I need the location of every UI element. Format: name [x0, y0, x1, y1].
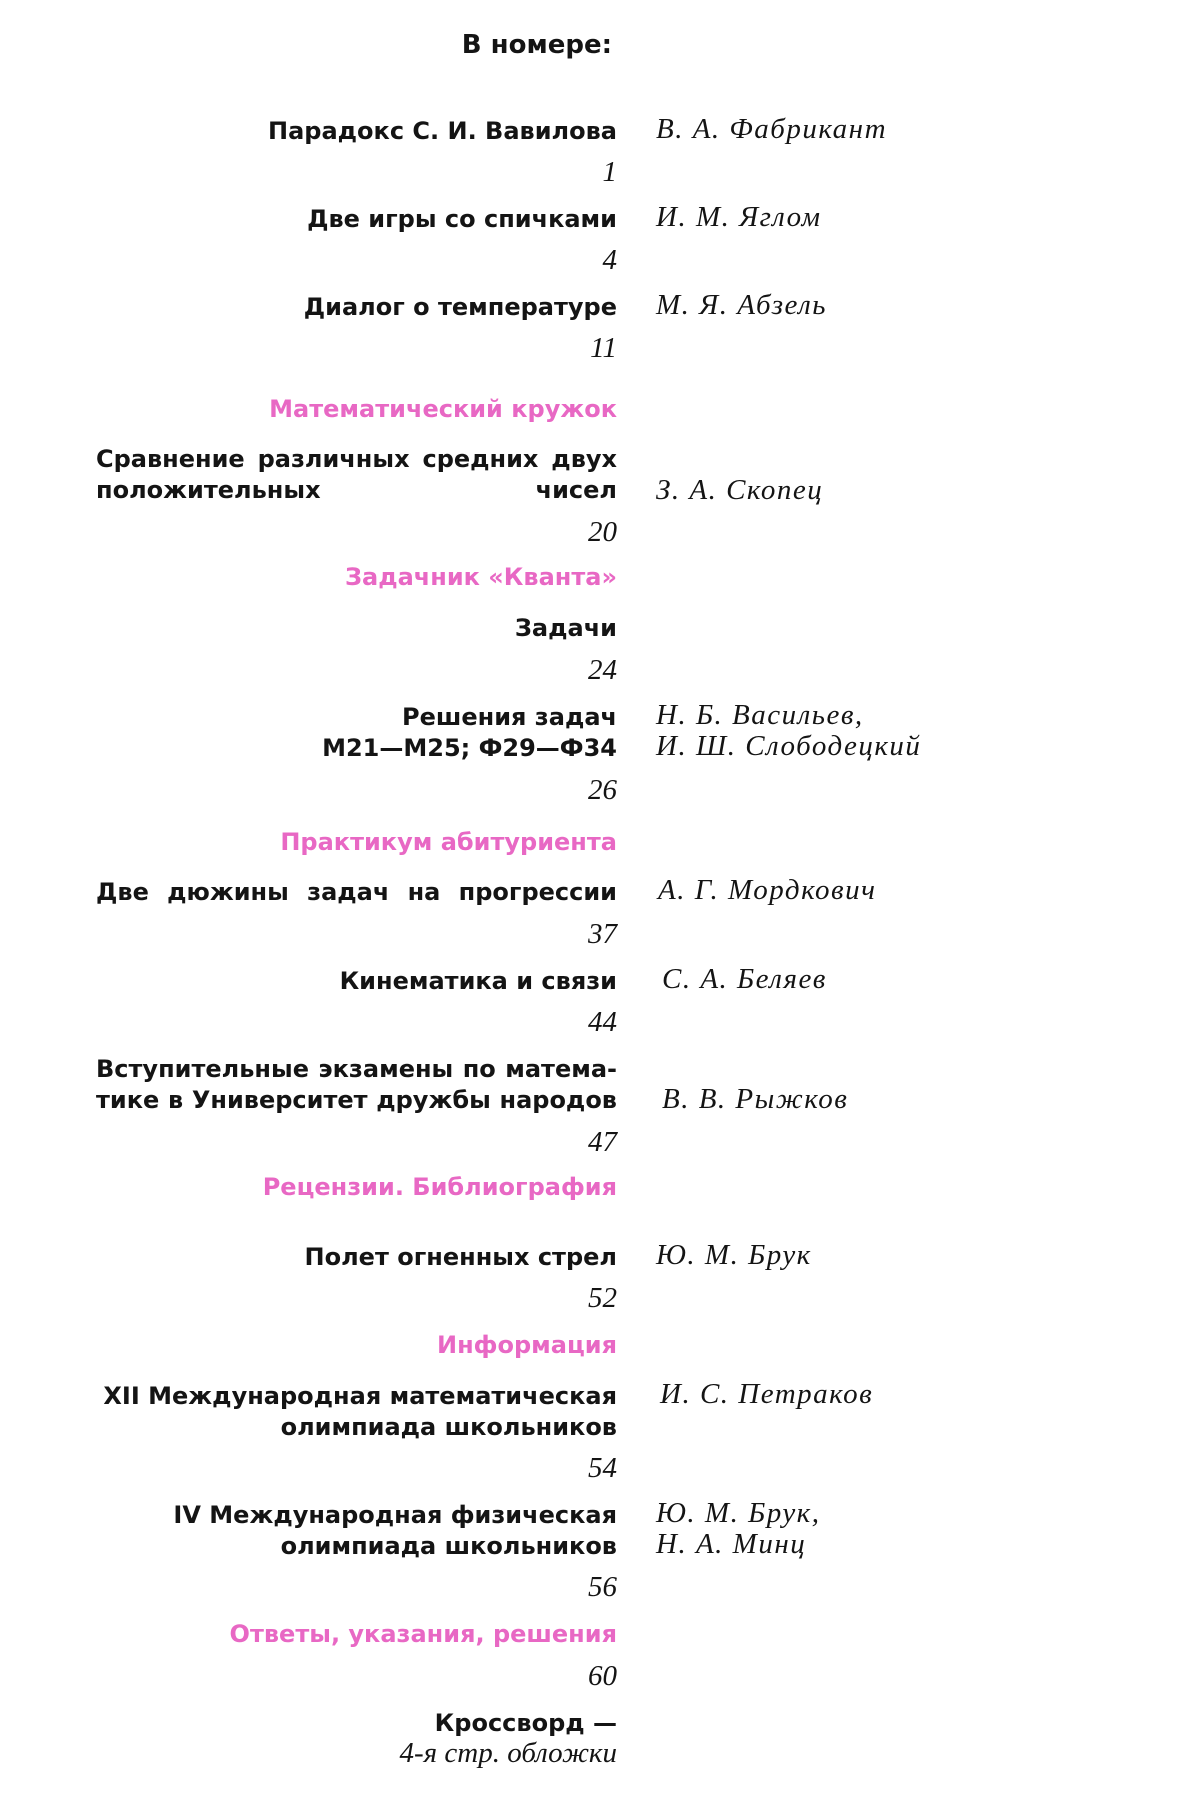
entry-title: Две дюжины задач на прогрессии — [96, 878, 617, 906]
entry-author: И. С. Петраков — [660, 1378, 874, 1410]
entry-author: А. Г. Мордкович — [658, 874, 877, 906]
section-heading: Практикум абитуриента — [280, 828, 617, 856]
entry-author: Ю. М. Брук — [656, 1239, 812, 1271]
section-heading: Ответы, указания, решения — [229, 1620, 617, 1648]
entry-page: 56 — [588, 1571, 617, 1603]
section-heading: Рецензии. Библиография — [262, 1173, 617, 1201]
entry-title: Диалог о температуре — [303, 293, 617, 321]
entry-author: С. А. Беляев — [662, 963, 827, 995]
entry-title: Кинематика и связи — [339, 967, 617, 995]
entry-author: И. М. Яглом — [656, 201, 822, 233]
entry-author: З. А. Скопец — [656, 474, 824, 506]
entry-title: Парадокс С. И. Вавилова — [268, 117, 617, 145]
entry-page: 20 — [588, 516, 617, 548]
entry-title: Задачи — [514, 614, 617, 642]
entry-title: Сравнение различных средних двух положительных чисел — [96, 445, 617, 504]
section-heading: Информация — [437, 1331, 617, 1359]
entry-title: Вступительные экзамены по матема- тике в Университет дружбы народов — [96, 1055, 617, 1114]
entry-page: 24 — [588, 654, 617, 686]
entry-page: 54 — [588, 1452, 617, 1484]
entry-page: 11 — [590, 332, 617, 364]
entry-page: 52 — [588, 1282, 617, 1314]
entry-page: 60 — [588, 1660, 617, 1692]
entry-page: 4 — [602, 244, 617, 276]
entry-title: IV Международная физическая олимпиада школьников — [173, 1501, 617, 1560]
entry-author: Ю. М. Брук, Н. А. Минц — [656, 1497, 821, 1560]
entry-page: 1 — [602, 156, 617, 188]
entry-page: 26 — [588, 774, 617, 806]
section-heading: Математический кружок — [269, 395, 617, 423]
entry-title: Две игры со спичками — [307, 205, 617, 233]
entry-author: В. В. Рыжков — [662, 1083, 849, 1115]
entry-title: Решения задач М21—М25; Ф29—Ф34 — [322, 703, 617, 762]
entry-page: 47 — [588, 1126, 617, 1158]
section-heading: Задачник «Кванта» — [344, 563, 617, 591]
entry-author: В. А. Фабрикант — [656, 113, 888, 145]
entry-title: Кроссворд — — [434, 1709, 617, 1737]
entry-author: Н. Б. Васильев, И. Ш. Слободецкий — [656, 699, 922, 762]
entry-title: Полет огненных стрел — [304, 1243, 617, 1271]
entry-title: XII Международная математическая олимпиада школьников — [103, 1382, 617, 1441]
entry-page: 44 — [588, 1006, 617, 1038]
page-heading: В номере: — [461, 30, 612, 60]
entry-page: 37 — [588, 918, 617, 950]
entry-page: 4-я стр. обложки — [399, 1737, 617, 1769]
entry-author: М. Я. Абзель — [656, 289, 828, 321]
